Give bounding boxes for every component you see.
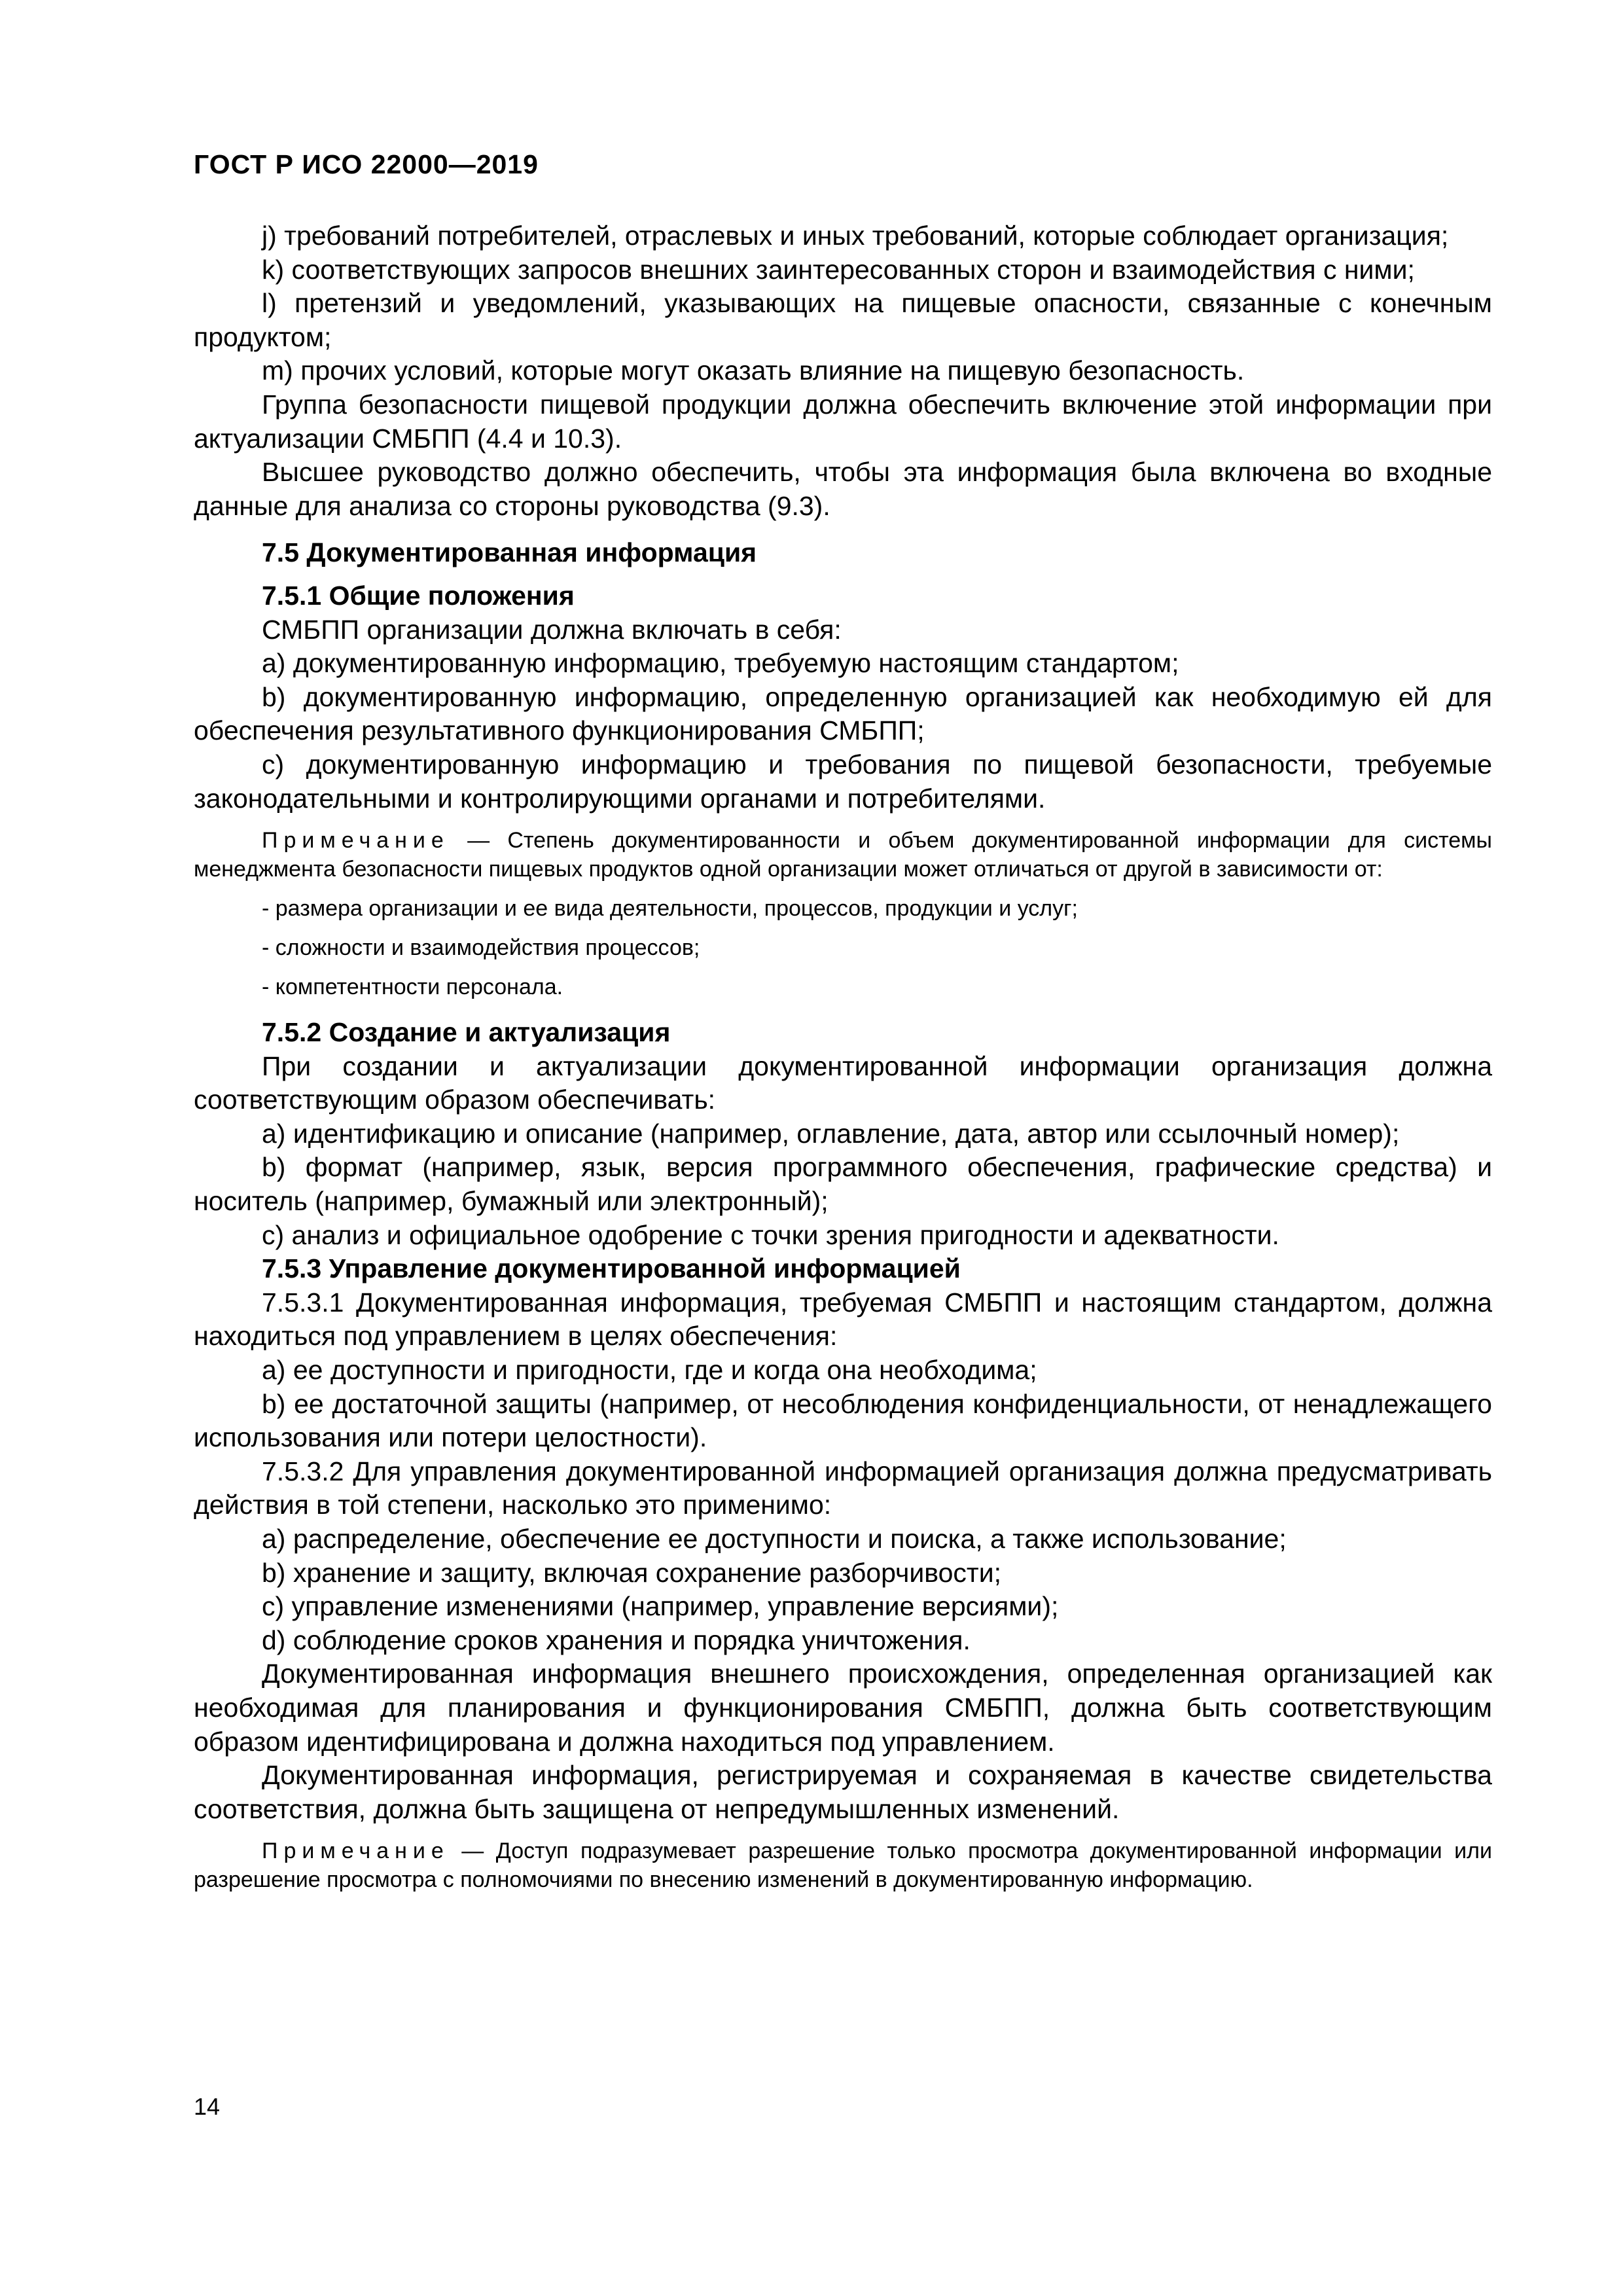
list-item: a) распределение, обеспечение ее доступности и поиска, а также использование; bbox=[262, 1524, 1287, 1554]
list-item: j) требований потребителей, отраслевых и иных требований, которые соблюдает организация; bbox=[262, 221, 1449, 251]
note-list-item: - сложности и взаимодействия процессов; bbox=[262, 935, 700, 961]
list-item: c) управление изменениями (например, управление версиями); bbox=[262, 1591, 1059, 1622]
list-item: k) соответствующих запросов внешних заинтересованных сторон и взаимодействия с ними; bbox=[262, 254, 1415, 285]
paragraph: Документированная информация, регистрируемая и сохраняемая в качестве свидетельства соответствия, должна быть защищена от непредумышленных изменений. bbox=[194, 1760, 1492, 1824]
list-item: a) документированную информацию, требуемую настоящим стандартом; bbox=[262, 648, 1179, 679]
list-item: l) претензий и уведомлений, указывающих на пищевые опасности, связанные с конечным продуктом; bbox=[194, 288, 1492, 352]
list-item: b) документированную информацию, определенную организацией как необходимую ей для обеспечения результативного функционирования СМБПП; bbox=[194, 681, 1492, 746]
subsection-heading-7-5-2: 7.5.2 Создание и актуализация bbox=[262, 1017, 671, 1048]
paragraph: Группа безопасности пищевой продукции должна обеспечить включение этой информации при актуализации СМБПП (4.4 и 10.3). bbox=[194, 389, 1492, 454]
section-heading-7-5: 7.5 Документированная информация bbox=[262, 537, 757, 568]
paragraph: При создании и актуализации документированной информации организация должна соответствующим образом обеспечивать: bbox=[194, 1050, 1492, 1115]
list-item: m) прочих условий, которые могут оказать влияние на пищевую безопасность. bbox=[262, 355, 1245, 386]
list-item: c) анализ и официальное одобрение с точки зрения пригодности и адекватности. bbox=[262, 1219, 1279, 1250]
list-item: b) ее достаточной защиты (например, от несоблюдения конфиденциальности, от ненадлежащего использования или потери целостности). bbox=[194, 1388, 1492, 1453]
document-body bbox=[194, 219, 1492, 1894]
list-item: b) формат (например, язык, версия программного обеспечения, графические средства) и носитель (например, бумажный или электронный); bbox=[194, 1152, 1492, 1217]
document-header: ГОСТ Р ИСО 22000—2019 bbox=[194, 149, 539, 179]
list-item: a) идентификацию и описание (например, оглавление, дата, автор или ссылочный номер); bbox=[262, 1118, 1400, 1149]
paragraph: СМБПП организации должна включать в себя: bbox=[262, 614, 842, 645]
note-list bbox=[194, 889, 1492, 1007]
note-text: — Доступ подразумевает разрешение только просмотра документированной информации или разрешение просмотра с полномочиями по внесению изменений в документированную информацию. bbox=[194, 1839, 1492, 1893]
note-7-5-1 bbox=[194, 826, 1492, 884]
list-item: a) ее доступности и пригодности, где и когда она необходима; bbox=[262, 1355, 1037, 1386]
note-7-5-3 bbox=[194, 1837, 1492, 1894]
note-label: Примечание bbox=[262, 828, 450, 853]
list-item: c) документированную информацию и требования по пищевой безопасности, требуемые законодательными и контролирующими органами и потребителями. bbox=[194, 749, 1492, 814]
page-number: 14 bbox=[194, 2093, 221, 2120]
subsection-heading-7-5-1: 7.5.1 Общие положения bbox=[262, 580, 575, 611]
subsection-heading-7-5-3: 7.5.3 Управление документированной информацией bbox=[262, 1253, 961, 1284]
paragraph: Высшее руководство должно обеспечить, чтобы эта информация была включена во входные данные для анализа со стороны руководства (9.3). bbox=[194, 457, 1492, 521]
list-item: b) хранение и защиту, включая сохранение разборчивости; bbox=[262, 1557, 1002, 1588]
note-label: Примечание bbox=[262, 1839, 450, 1864]
list-item: d) соблюдение сроков хранения и порядка уничтожения. bbox=[262, 1624, 971, 1655]
paragraph: Документированная информация внешнего происхождения, определенная организацией как необходимая для планирования и функционирования СМБПП, должна быть соответствующим образом идентифицирована и должна находиться под управлением. bbox=[194, 1659, 1492, 1757]
note-list-item: - размера организации и ее вида деятельности, процессов, продукции и услуг; bbox=[262, 896, 1078, 922]
paragraph: 7.5.3.2 Для управления документированной информацией организация должна предусматривать действия в той степени, насколько это применимо: bbox=[194, 1456, 1492, 1520]
note-text: — Степень документированности и объем документированной информации для системы менеджмента безопасности пищевых продуктов одной организации может отличаться от другой в зависимости от: bbox=[194, 828, 1492, 882]
note-list-item: - компетентности персонала. bbox=[262, 975, 563, 1000]
paragraph: 7.5.3.1 Документированная информация, требуемая СМБПП и настоящим стандартом, должна находиться под управлением в целях обеспечения: bbox=[194, 1287, 1492, 1352]
